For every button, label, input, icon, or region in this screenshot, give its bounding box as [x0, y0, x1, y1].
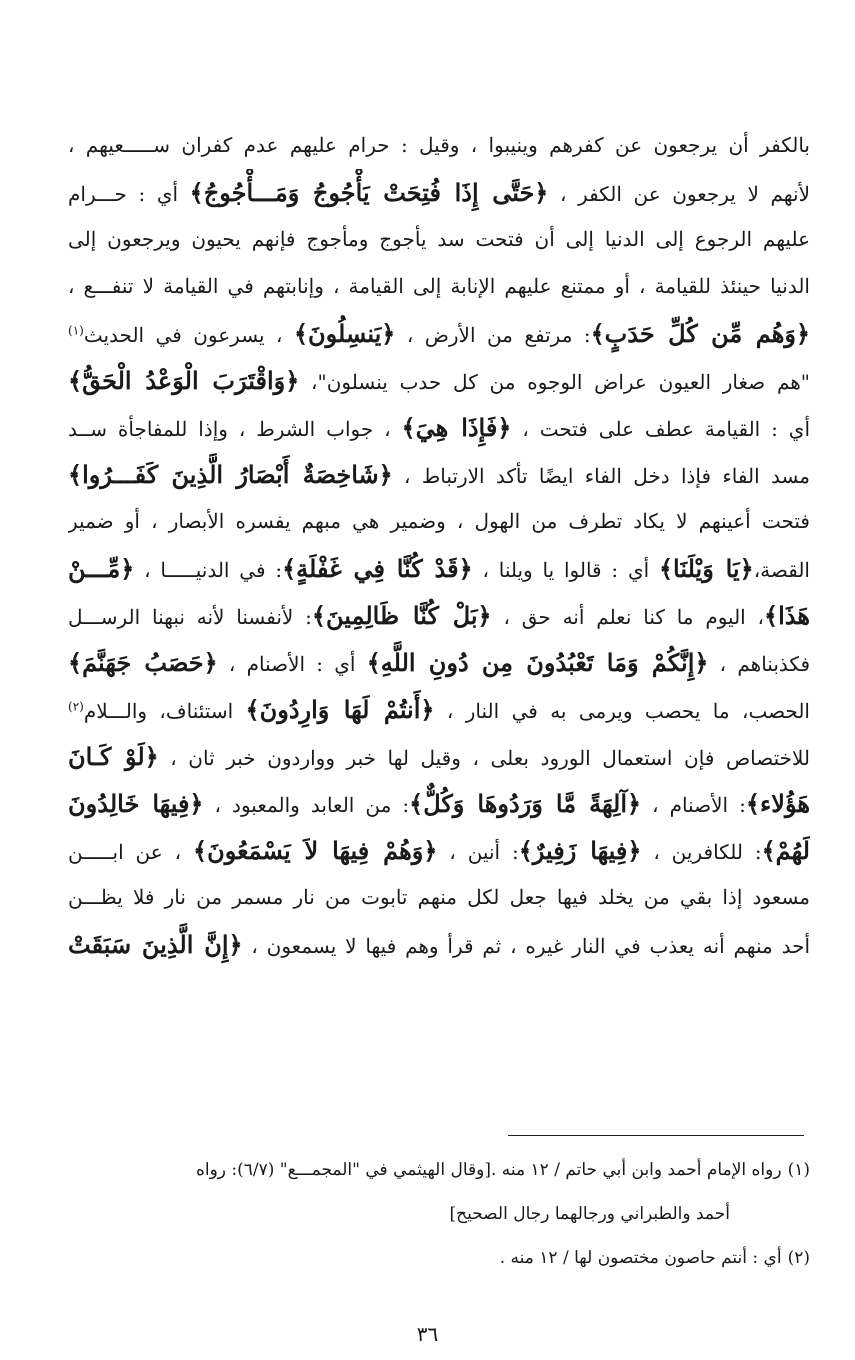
body-text-run: الدنيا حينئذ للقيامة ، أو ممتنع عليهم الإنابة إلى القيامة ، وإنابتهم في القيامة لا تنفـــع ،: [68, 274, 810, 298]
quran-quote: ﴿بَلْ كُنَّا ظَالِمِينَ﴾: [311, 601, 492, 630]
body-text-run: عليهم الرجوع إلى الدنيا إلى أن فتحت سد يأجوج ومأجوج فإنهم يحيون ويرجعون إلى: [68, 227, 810, 251]
text-line: [68, 216, 810, 263]
body-text-run: لأنهم لا يرجعون عن الكفر ،: [548, 182, 810, 206]
body-text-run: أي : حـــرام: [68, 182, 190, 206]
body-text-run: : لأنفسنا لأنه نبهنا الرســـل: [68, 605, 312, 629]
quran-quote: ﴿إِنَّكُمْ وَمَا تَعْبُدُونَ مِن دُونِ اللَّهِ﴾: [366, 648, 709, 677]
body-text-run: للاختصاص فإن استعمال الورود بعلى ، وقيل لها خبر وواردون خبر ثان ،: [158, 746, 810, 770]
text-line: [68, 733, 810, 780]
quran-quote: ﴿فِيهَا خَالِدُونَ: [68, 789, 204, 818]
quran-quote: ﴿آلِهَةً مَّا وَرَدُوهَا وَكُلٌّ﴾: [409, 789, 642, 818]
footnote: [68, 1192, 810, 1236]
body-text-run: أي : القيامة عطف على فتحت ،: [511, 417, 810, 441]
body-text-run: "هم صغار العيون عراض الوجوه من كل حدب ينسلون"،: [299, 370, 810, 394]
body-text-run: الحصب، ما يحصب ويرمى به في النار ،: [434, 699, 810, 723]
quran-quote: ﴿يَنسِلُونَ﴾: [293, 319, 396, 348]
quran-quote: ﴿وَهُمْ فِيهَا لاَ يَسْمَعُونَ﴾: [193, 836, 438, 865]
quran-quote: ﴿وَاقْتَرَبَ الْوَعْدُ الْحَقُّ﴾: [68, 366, 300, 395]
footnote-ref: (١): [68, 323, 84, 338]
text-line: [68, 451, 810, 498]
text-line: [68, 310, 810, 357]
body-text-run: : للكافرين ،: [641, 840, 762, 864]
body-text-run: مسعود إذا بقي من يخلد فيها جعل لكل منهم تابوت من نار مسمر من نار فلا يظـــن: [68, 885, 810, 909]
text-line: [68, 169, 810, 216]
footnote: [68, 1148, 810, 1192]
quran-quote: ﴿وَهُم مِّن كُلِّ حَدَبٍ﴾: [590, 319, 810, 348]
text-line: [68, 921, 810, 968]
page-number: ٣٦: [416, 1322, 439, 1346]
body-text-run: ، اليوم ما كنا نعلم أنه حق ،: [491, 605, 765, 629]
footnote-separator: [508, 1135, 804, 1136]
text-line: [68, 498, 810, 545]
text-line: [68, 404, 810, 451]
footnote-text: أي : أنتم حاصون مختصون لها / ١٢ منه .: [499, 1248, 782, 1268]
body-text-run: القصة،: [753, 558, 810, 582]
text-line: [68, 357, 810, 404]
body-text-run: : الأصنام ،: [641, 793, 746, 817]
quran-quote: ﴿لَوْ كَـانَ: [68, 742, 159, 771]
text-line: [68, 263, 810, 310]
body-text-run: أحد منهم أنه يعذب في النار غيره ، ثم قرأ وهم فيها لا يسمعون ،: [242, 934, 810, 958]
quran-quote: ﴿أَنتُمْ لَهَا وَارِدُونَ﴾: [245, 695, 435, 724]
quran-quote: ﴿يَا وَيْلَنَا﴾: [658, 554, 754, 583]
footnote-number: (٢): [787, 1248, 810, 1268]
footnote-number: (١): [787, 1160, 810, 1180]
body-text-run: فكذبناهم ،: [708, 652, 810, 676]
body-text-run: ، عن ابـــــن: [68, 840, 193, 864]
footnote-ref: (٢): [68, 699, 84, 714]
quran-quote: ﴿إِنَّ الَّذِينَ سَبَقَتْ: [68, 930, 243, 959]
text-line: [68, 639, 810, 686]
quran-quote: ﴿فَإِذَا هِيَ﴾: [401, 413, 512, 442]
footnote-text: أحمد والطبراني ورجالهما رجال الصحيح]: [449, 1204, 730, 1224]
footnote: [68, 1236, 810, 1280]
quran-quote: ﴿شَاخِصَةٌ أَبْصَارُ الَّذِينَ كَفَـــرُوا﴾: [68, 460, 393, 489]
text-line: [68, 122, 810, 169]
text-line: [68, 592, 810, 639]
text-line: [68, 780, 810, 827]
body-text-run: : من العابد والمعبود ،: [203, 793, 410, 817]
footnote-text: رواه الإمام أحمد وابن أبي حاتم / ١٢ منه .[وقال الهيثمي في "المجمـــع" (٦/٧): رواه: [195, 1160, 782, 1180]
body-text-run: فتحت أعينهم لا يكاد تطرف من الهول ، وضمير هي مبهم يفسره الأبصار ، أو ضمير: [68, 509, 810, 533]
body-text-run: : مرتفع من الأرض ،: [395, 323, 591, 347]
quran-quote: لَهُمْ﴾: [761, 836, 810, 865]
quran-quote: ﴿قَدْ كُنَّا فِي غَفْلَةٍ﴾: [282, 554, 473, 583]
body-text-run: مسد الفاء فإذا دخل الفاء ايضًا تأكد الارتباط ،: [392, 464, 810, 488]
body-text-run: : أنين ،: [437, 840, 519, 864]
quran-quote: ﴿حَصَبُ جَهَنَّمَ﴾: [68, 648, 218, 677]
body-text-run: أي : قالوا يا ويلنا ،: [472, 558, 659, 582]
footnotes-block: [68, 1148, 810, 1280]
main-text-block: [68, 122, 810, 968]
quran-quote: هَؤُلاء﴾: [745, 789, 810, 818]
body-text-run: ، يسرعون في الحديث: [83, 323, 294, 347]
body-text-run: ، جواب الشرط ، وإذا للمفاجأة ســد: [68, 417, 402, 441]
body-text-run: استئناف، والـــلام: [83, 699, 246, 723]
quran-quote: هَذَا﴾: [764, 601, 810, 630]
text-line: [68, 686, 810, 733]
quran-quote: ﴿حَتَّى إِذَا فُتِحَتْ يَأْجُوجُ وَمَـــأْجُوجُ﴾: [189, 178, 549, 207]
body-text-run: : في الدنيـــــا ،: [134, 558, 283, 582]
text-line: [68, 827, 810, 874]
text-line: [68, 874, 810, 921]
text-line: [68, 545, 810, 592]
quran-quote: ﴿مِّـــنْ: [68, 554, 135, 583]
body-text-run: بالكفر أن يرجعون عن كفرهم وينيبوا ، وقيل : حرام عليهم عدم كفران ســـــعيهم ،: [68, 133, 810, 157]
body-text-run: أي : الأصنام ،: [217, 652, 367, 676]
quran-quote: ﴿فِيهَا زَفِيرٌ﴾: [518, 836, 642, 865]
